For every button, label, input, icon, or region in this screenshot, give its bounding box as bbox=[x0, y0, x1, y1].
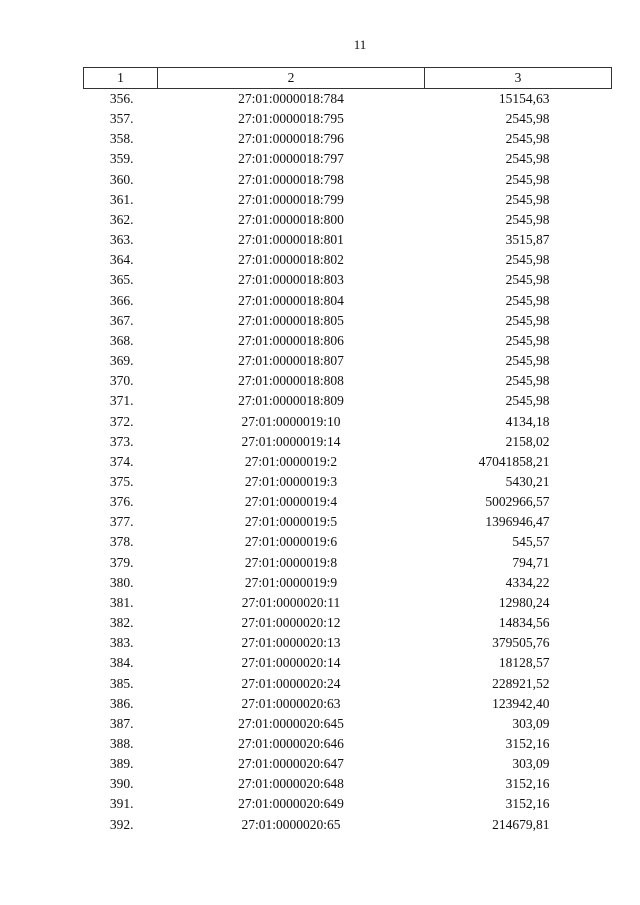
value-cell: 3152,16 bbox=[505, 776, 550, 792]
cadastral-number-cell: 27:01:0000018:803 bbox=[238, 272, 344, 288]
value-cell: 2545,98 bbox=[505, 191, 550, 207]
row-number-cell: 359. bbox=[109, 151, 134, 167]
cadastral-number-cell: 27:01:0000020:11 bbox=[241, 594, 341, 610]
row-number-cell: 361. bbox=[109, 191, 134, 207]
table-row bbox=[84, 89, 612, 110]
row-number-cell: 388. bbox=[109, 736, 134, 751]
row-number-cell: 366. bbox=[109, 292, 134, 308]
value-cell: 2545,98 bbox=[505, 312, 550, 328]
table-row bbox=[84, 633, 612, 653]
row-number-cell: 372. bbox=[109, 413, 134, 429]
row-number-cell: 357. bbox=[109, 111, 134, 127]
cadastral-number-cell: 27:01:0000020:63 bbox=[241, 695, 341, 711]
table-row bbox=[84, 230, 612, 250]
row-number-cell: 364. bbox=[109, 252, 134, 268]
table-row bbox=[84, 311, 612, 331]
row-number-cell: 362. bbox=[109, 211, 134, 227]
row-number-cell: 384. bbox=[109, 655, 134, 671]
value-cell: 3152,16 bbox=[505, 736, 550, 751]
cadastral-number-cell: 27:01:0000018:797 bbox=[238, 151, 344, 167]
cadastral-number-cell: 27:01:0000019:9 bbox=[244, 574, 338, 590]
value-cell: 14834,56 bbox=[498, 615, 550, 631]
value-cell: 5002966,57 bbox=[485, 494, 550, 510]
row-number-cell: 360. bbox=[109, 171, 134, 187]
row-number-cell: 382. bbox=[109, 615, 134, 631]
value-cell: 2545,98 bbox=[505, 332, 550, 348]
table-row bbox=[84, 291, 612, 311]
cadastral-number-cell: 27:01:0000020:645 bbox=[238, 715, 344, 731]
value-cell: 2545,98 bbox=[505, 131, 550, 147]
column-header-3: 3 bbox=[425, 68, 612, 89]
table-row bbox=[84, 250, 612, 270]
table-row bbox=[84, 674, 612, 694]
value-cell: 5430,21 bbox=[505, 473, 550, 489]
table-row bbox=[84, 432, 612, 452]
value-cell: 2545,98 bbox=[505, 151, 550, 167]
cadastral-number-cell: 27:01:0000019:10 bbox=[241, 413, 341, 429]
value-cell: 303,09 bbox=[512, 756, 550, 772]
value-cell: 2545,98 bbox=[505, 252, 550, 268]
row-number-cell: 368. bbox=[109, 332, 134, 348]
table-row bbox=[84, 512, 612, 532]
table-row bbox=[84, 774, 612, 794]
table-row bbox=[84, 210, 612, 230]
table-row bbox=[84, 754, 612, 774]
row-number-cell: 391. bbox=[109, 796, 134, 812]
table-row bbox=[84, 794, 612, 814]
value-cell: 2545,98 bbox=[505, 171, 550, 187]
value-cell: 15154,63 bbox=[498, 91, 550, 106]
cadastral-number-cell: 27:01:0000020:65 bbox=[241, 816, 341, 832]
value-cell: 47041858,21 bbox=[478, 453, 550, 469]
cadastral-number-cell: 27:01:0000020:14 bbox=[241, 655, 341, 671]
value-cell: 2545,98 bbox=[505, 373, 550, 389]
row-number-cell: 389. bbox=[109, 756, 134, 772]
table-row bbox=[84, 815, 612, 835]
table-row bbox=[84, 573, 612, 593]
value-cell: 2545,98 bbox=[505, 211, 550, 227]
value-cell: 4334,22 bbox=[505, 574, 550, 590]
row-number-cell: 383. bbox=[109, 635, 134, 651]
column-header-2: 2 bbox=[158, 68, 425, 89]
cadastral-number-cell: 27:01:0000018:804 bbox=[238, 292, 344, 308]
cadastral-number-cell: 27:01:0000018:808 bbox=[238, 373, 344, 389]
value-cell: 2545,98 bbox=[505, 292, 550, 308]
row-number-cell: 377. bbox=[109, 514, 134, 530]
cadastral-number-cell: 27:01:0000018:800 bbox=[238, 211, 344, 227]
table-row bbox=[84, 714, 612, 734]
value-cell: 379505,76 bbox=[492, 635, 550, 651]
row-number-cell: 370. bbox=[109, 373, 134, 389]
cadastral-number-cell: 27:01:0000019:5 bbox=[244, 514, 338, 530]
cadastral-number-cell: 27:01:0000019:4 bbox=[244, 494, 338, 510]
table-row bbox=[84, 190, 612, 210]
cadastral-number-cell: 27:01:0000020:648 bbox=[238, 776, 344, 792]
cadastral-number-cell: 27:01:0000018:796 bbox=[238, 131, 344, 147]
table-row bbox=[84, 553, 612, 573]
row-number-cell: 392. bbox=[109, 816, 134, 832]
table-row bbox=[84, 492, 612, 512]
column-header-1: 1 bbox=[84, 68, 158, 89]
cadastral-number-cell: 27:01:0000018:807 bbox=[238, 353, 344, 369]
cadastral-number-cell: 27:01:0000018:809 bbox=[238, 393, 344, 409]
row-number-cell: 369. bbox=[109, 353, 134, 369]
table-row bbox=[84, 129, 612, 149]
table-row bbox=[84, 170, 612, 190]
cadastral-number-cell: 27:01:0000019:14 bbox=[241, 433, 341, 449]
cadastral-number-cell: 27:01:0000018:806 bbox=[238, 332, 344, 348]
value-cell: 2545,98 bbox=[505, 111, 550, 127]
cadastral-number-cell: 27:01:0000018:801 bbox=[238, 232, 344, 248]
table-row bbox=[84, 452, 612, 472]
value-cell: 3515,87 bbox=[505, 232, 550, 248]
cadastral-number-cell: 27:01:0000020:646 bbox=[238, 736, 344, 751]
row-number-cell: 375. bbox=[109, 473, 134, 489]
row-number-cell: 371. bbox=[109, 393, 134, 409]
cadastral-number-cell: 27:01:0000020:24 bbox=[241, 675, 341, 691]
table-row bbox=[84, 694, 612, 714]
table-row bbox=[84, 371, 612, 391]
table-row bbox=[84, 351, 612, 371]
cadastral-number-cell: 27:01:0000018:798 bbox=[238, 171, 344, 187]
row-number-cell: 356. bbox=[109, 91, 134, 106]
value-cell: 12980,24 bbox=[498, 594, 550, 610]
row-number-cell: 358. bbox=[109, 131, 134, 147]
value-cell: 214679,81 bbox=[492, 816, 550, 832]
cadastral-number-cell: 27:01:0000018:799 bbox=[238, 191, 344, 207]
table-row bbox=[84, 149, 612, 169]
row-number-cell: 380. bbox=[109, 574, 134, 590]
cadastral-number-cell: 27:01:0000018:802 bbox=[238, 252, 344, 268]
value-cell: 4134,18 bbox=[505, 413, 550, 429]
table-header bbox=[84, 68, 612, 89]
value-cell: 2545,98 bbox=[505, 353, 550, 369]
cadastral-number-cell: 27:01:0000020:649 bbox=[238, 796, 344, 812]
cadastral-number-cell: 27:01:0000019:8 bbox=[244, 554, 338, 570]
table-row bbox=[84, 593, 612, 613]
cadastral-number-cell: 27:01:0000018:805 bbox=[238, 312, 344, 328]
value-cell: 228921,52 bbox=[492, 675, 550, 691]
cadastral-number-cell: 27:01:0000020:13 bbox=[241, 635, 341, 651]
table-row bbox=[84, 472, 612, 492]
value-cell: 2545,98 bbox=[505, 393, 550, 409]
row-number-cell: 387. bbox=[109, 715, 134, 731]
value-cell: 303,09 bbox=[512, 715, 550, 731]
cadastral-number-cell: 27:01:0000020:12 bbox=[241, 615, 341, 631]
value-cell: 545,57 bbox=[512, 534, 550, 550]
cadastral-number-cell: 27:01:0000019:2 bbox=[244, 453, 338, 469]
row-number-cell: 373. bbox=[109, 433, 134, 449]
table-row bbox=[84, 532, 612, 552]
table-row bbox=[84, 613, 612, 633]
cadastral-number-cell: 27:01:0000020:647 bbox=[238, 756, 344, 772]
value-cell: 1396946,47 bbox=[485, 514, 550, 530]
row-number-cell: 381. bbox=[109, 594, 134, 610]
row-number-cell: 378. bbox=[109, 534, 134, 550]
table-row bbox=[84, 391, 612, 411]
table-row bbox=[84, 734, 612, 754]
value-cell: 2158,02 bbox=[505, 433, 550, 449]
header-row bbox=[84, 68, 612, 89]
table-row bbox=[84, 331, 612, 351]
table-body bbox=[84, 89, 612, 835]
value-cell: 3152,16 bbox=[505, 796, 550, 812]
value-cell: 18128,57 bbox=[498, 655, 550, 671]
row-number-cell: 390. bbox=[109, 776, 134, 792]
cadastral-table bbox=[83, 67, 612, 835]
row-number-cell: 363. bbox=[109, 232, 134, 248]
table-row bbox=[84, 412, 612, 432]
page-number: 11 bbox=[353, 37, 367, 52]
row-number-cell: 385. bbox=[109, 675, 134, 691]
value-cell: 123942,40 bbox=[492, 695, 550, 711]
table-row bbox=[84, 109, 612, 129]
cadastral-number-cell: 27:01:0000018:784 bbox=[238, 91, 344, 106]
cadastral-number-cell: 27:01:0000019:6 bbox=[244, 534, 338, 550]
table-row bbox=[84, 270, 612, 290]
row-number-cell: 386. bbox=[109, 695, 134, 711]
value-cell: 794,71 bbox=[512, 554, 550, 570]
row-number-cell: 365. bbox=[109, 272, 134, 288]
row-number-cell: 367. bbox=[109, 312, 134, 328]
row-number-cell: 374. bbox=[109, 453, 134, 469]
value-cell: 2545,98 bbox=[505, 272, 550, 288]
table-row bbox=[84, 653, 612, 673]
row-number-cell: 379. bbox=[109, 554, 134, 570]
cadastral-number-cell: 27:01:0000018:795 bbox=[238, 111, 344, 127]
cadastral-number-cell: 27:01:0000019:3 bbox=[244, 473, 338, 489]
row-number-cell: 376. bbox=[109, 494, 134, 510]
